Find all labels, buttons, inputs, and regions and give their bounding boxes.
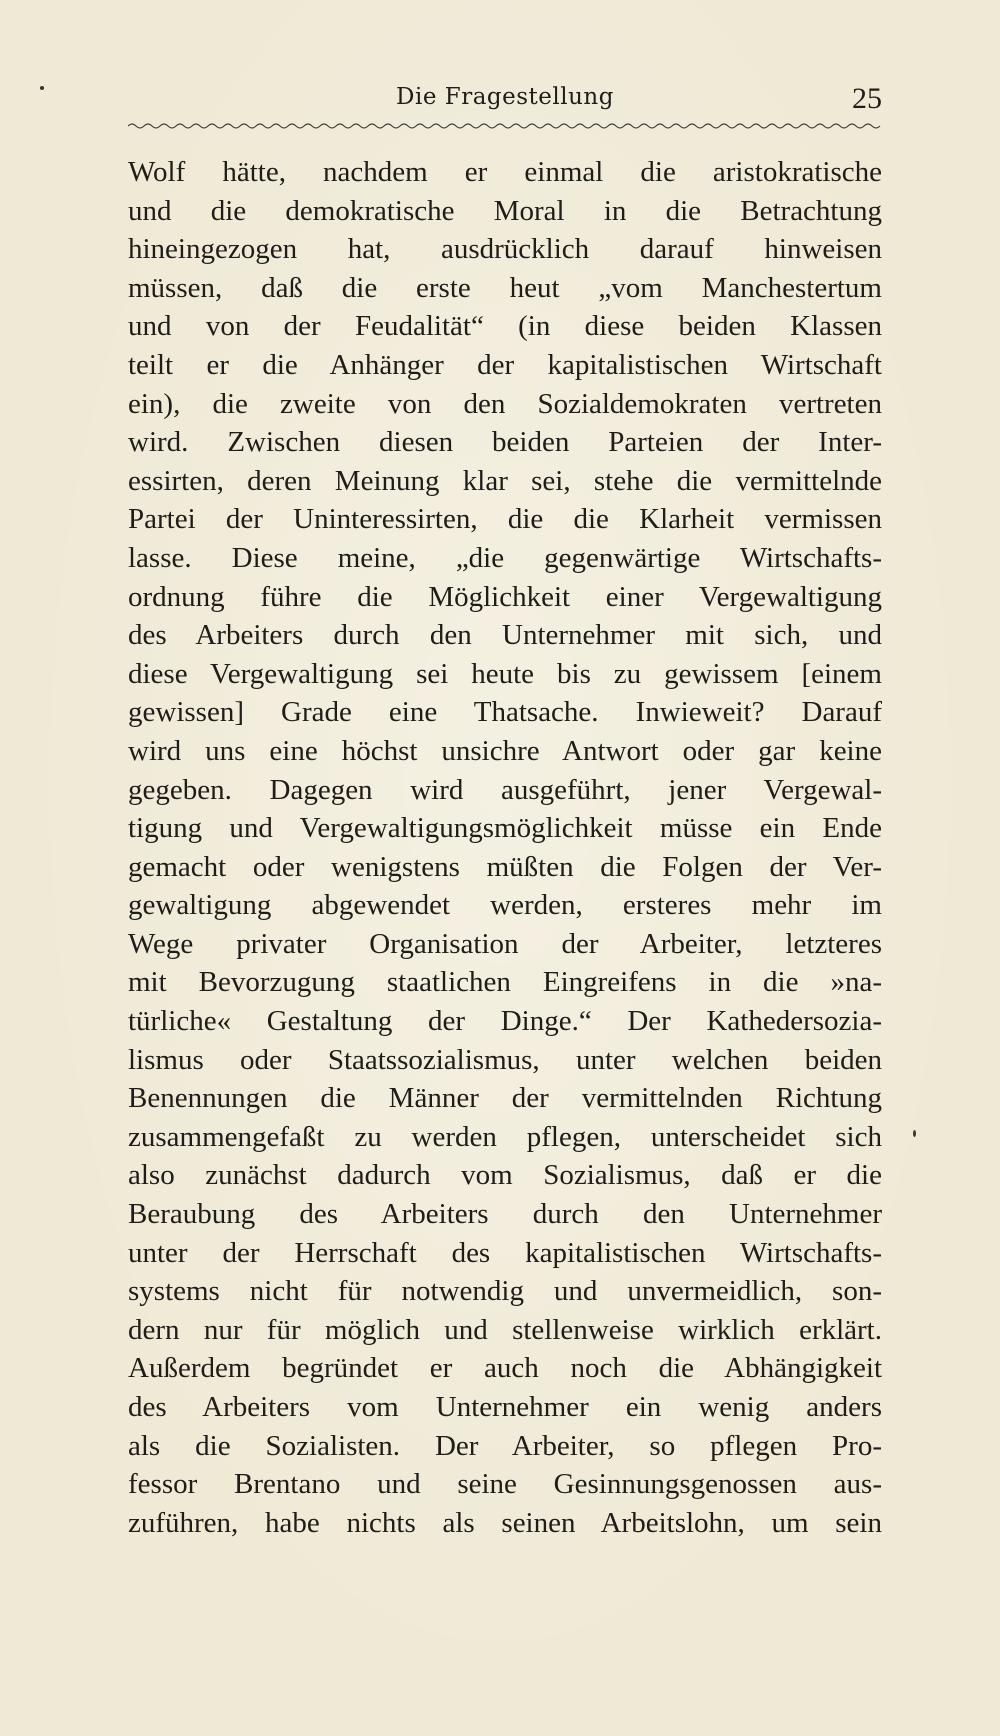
text-line: fessor Brentano und seine Gesinnungsgenossen aus- [128, 1468, 882, 1501]
body-text [128, 153, 882, 1542]
text-line: und von der Feudalität“ (in diese beiden Klassen [128, 310, 882, 343]
text-line: als die Sozialisten. Der Arbeiter, so pflegen Pro- [128, 1429, 882, 1462]
text-line: türliche« Gestaltung der Dinge.“ Der Kathedersozia- [128, 1005, 882, 1038]
running-title: Die Fragestellung [396, 84, 614, 110]
text-line: des Arbeiters vom Unternehmer ein wenig anders [128, 1391, 882, 1423]
print-speck [913, 1130, 916, 1137]
text-line: diese Vergewaltigung sei heute bis zu gewissem [einem [128, 657, 882, 690]
text-line: lismus oder Staatssozialismus, unter welchen beiden [128, 1043, 882, 1076]
text-line: des Arbeiters durch den Unternehmer mit sich, und [128, 619, 882, 652]
text-line: tigung und Vergewaltigungsmöglichkeit müsse ein Ende [128, 812, 882, 845]
text-line: unter der Herrschaft des kapitalistischen Wirtschafts- [128, 1236, 882, 1269]
page-number: 25 [852, 82, 882, 115]
text-line: gegeben. Dagegen wird ausgeführt, jener Vergewal- [128, 773, 882, 806]
text-line: wird uns eine höchst unsichre Antwort oder gar keine [128, 734, 882, 767]
text-line: Außerdem begründet er auch noch die Abhängigkeit [128, 1352, 882, 1385]
text-line: zusammengefaßt zu werden pflegen, unterscheidet sich [128, 1120, 882, 1153]
text-line: und die demokratische Moral in die Betrachtung [128, 194, 882, 227]
text-line: mit Bevorzugung staatlichen Eingreifens in die »na- [128, 966, 882, 999]
running-head [128, 84, 882, 120]
text-line: also zunächst dadurch vom Sozialismus, daß er die [128, 1159, 882, 1192]
text-line: dern nur für möglich und stellenweise wirklich erklärt. [128, 1313, 882, 1346]
text-line: gemacht oder wenigstens müßten die Folgen der Ver- [128, 850, 882, 883]
text-line: hineingezogen hat, ausdrücklich darauf hinweisen [128, 233, 882, 266]
text-line: systems nicht für notwendig und unvermeidlich, son- [128, 1275, 882, 1308]
text-line: Beraubung des Arbeiters durch den Unternehmer [128, 1198, 882, 1231]
text-line: müssen, daß die erste heut „vom Manchestertum [128, 271, 882, 304]
text-line: gewissen] Grade eine Thatsache. Inwieweit? Darauf [128, 696, 882, 729]
header-rule [128, 122, 882, 130]
text-line: teilt er die Anhänger der kapitalistischen Wirtschaft [128, 348, 882, 381]
text-line: ordnung führe die Möglichkeit einer Vergewaltigung [128, 580, 882, 613]
text-line: ein), die zweite von den Sozialdemokraten vertreten [128, 387, 882, 420]
text-line: gewaltigung abgewendet werden, ersteres mehr im [128, 889, 882, 922]
text-line: Wolf hätte, nachdem er einmal die aristokratische [128, 156, 882, 188]
text-line: Wege privater Organisation der Arbeiter, letzteres [128, 927, 882, 960]
text-line: essirten, deren Meinung klar sei, stehe die vermittelnde [128, 464, 882, 497]
text-line: Partei der Uninteressirten, die die Klarheit vermissen [128, 503, 882, 536]
text-line: lasse. Diese meine, „die gegenwärtige Wirtschafts- [128, 541, 882, 574]
print-speck [40, 86, 44, 90]
text-line: Benennungen die Männer der vermittelnden Richtung [128, 1082, 882, 1115]
wavy-rule-icon [128, 122, 882, 130]
text-line: zuführen, habe nichts als seinen Arbeitslohn, um sein [128, 1506, 882, 1539]
text-line: wird. Zwischen diesen beiden Parteien der Inter- [128, 426, 882, 459]
